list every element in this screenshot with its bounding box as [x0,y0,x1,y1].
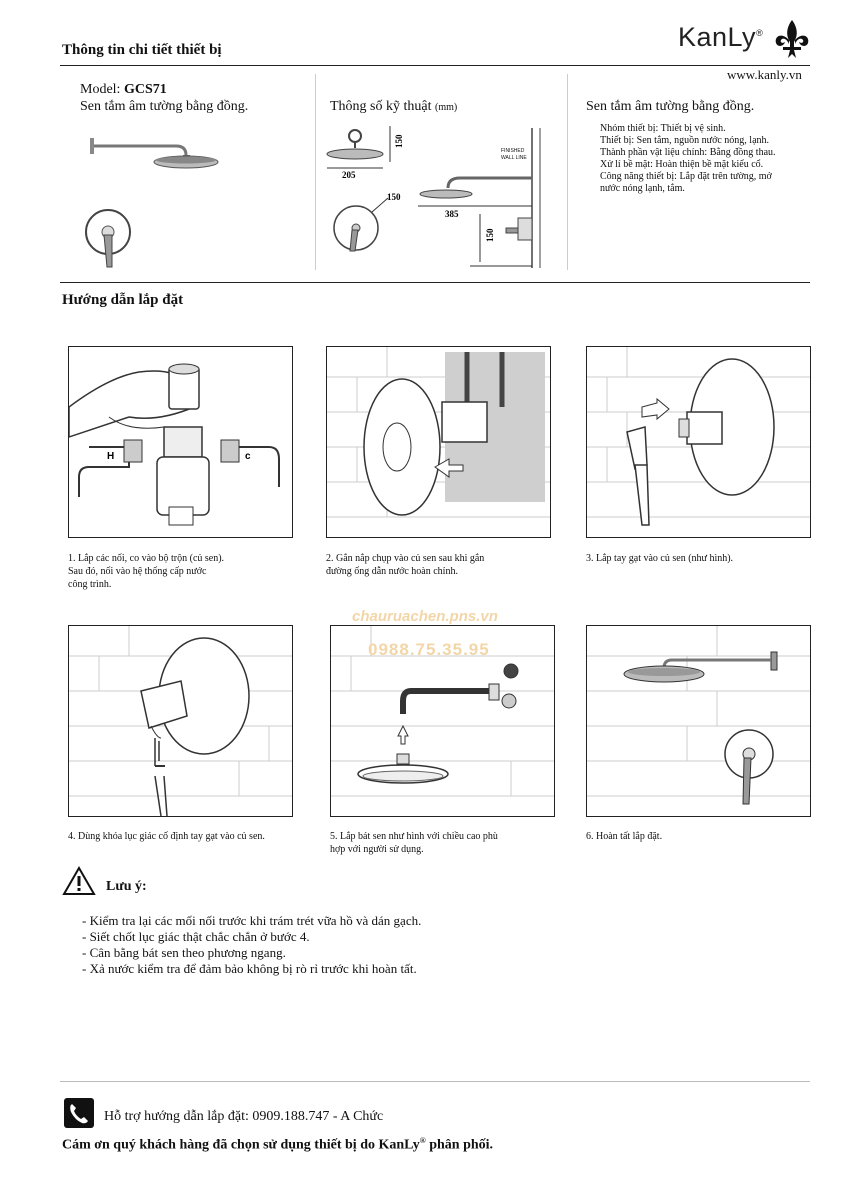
step-4-panel [68,625,293,817]
wall-line-label: FINISHED WALL LINE [501,148,527,161]
step-6-panel [586,625,811,817]
details-list: Nhóm thiết bị: Thiết bị vệ sinh. Thiết bị: Sen tắm, nguồn nước nóng, lạnh. Thành phần vật liệu chính: Bằng đồng thau. Xử lí bề mặt: Hoàn thiện bề mặt kiểu cổ. Công năng thiết bị: Lắp đặt trên tường, mở nước nóng lạnh, tắm. [600,123,776,194]
list-item: - Cân bằng bát sen theo phương ngang. [82,945,286,960]
step-2-caption: 2. Gắn nắp chụp vào củ sen sau khi gắn đường ống dẫn nước hoàn chỉnh. [326,553,485,577]
specs-title: Thông số kỹ thuật (mm) [330,99,458,114]
dim-head-width: 205 [342,170,356,180]
cold-label: c [245,451,251,462]
page-title: Thông tin chi tiết thiết bị [62,42,222,58]
support-text: Hỗ trợ hướng dẫn lắp đặt: 0909.188.747 - A Chức [104,1109,384,1124]
dim-valve-height: 150 [485,228,495,242]
step-5-caption: 5. Lắp bát sen như hình với chiều cao phù hợp với người sử dụng. [330,831,498,855]
step-3-caption: 3. Lắp tay gạt vào củ sen (như hình). [586,553,734,564]
phone-icon [64,1098,94,1128]
watermark-site: chauruachen.pns.vn [352,608,498,625]
dim-cover: 150 [387,192,401,202]
list-item: - Siết chốt lục giác thật chắc chắn ở bước 4. [82,929,310,944]
warning-icon [62,866,96,896]
notes-title: Lưu ý: [106,879,147,894]
section-divider [60,282,810,283]
list-item: - Kiểm tra lại các mối nối trước khi trám trét vữa hồ và dán gạch. [82,913,422,928]
step-6-caption: 6. Hoàn tất lắp đặt. [586,831,663,842]
dim-head-height: 150 [394,134,404,148]
model-line: Model: GCS71 [80,82,167,97]
step-3-panel [586,346,811,538]
step-2-illustration [327,347,550,537]
details-title: Sen tắm âm tường bằng đồng. [586,99,755,114]
list-item: - Xả nước kiểm tra để đảm bảo không bị rò rỉ trước khi hoàn tất. [82,961,417,976]
install-title: Hướng dẫn lắp đặt [62,292,184,308]
step-4-caption: 4. Dùng khóa lục giác cố định tay gạt vào củ sen. [68,831,265,842]
fleur-de-lis-icon [772,18,812,60]
brand-logo: KanLy® [678,22,764,52]
step-1-panel [68,346,293,538]
step-1-illustration [69,347,292,537]
product-illustration [80,125,240,275]
notes-list [82,913,421,977]
watermark-phone: 0988.75.35.95 [368,640,490,659]
step-2-panel [326,346,551,538]
product-name: Sen tắm âm tường bằng đồng. [80,99,249,114]
thanks-text: Cám ơn quý khách hàng đã chọn sử dụng thiết bị do KanLy® phân phối. [62,1136,494,1153]
header-divider [60,65,810,66]
step-1-caption: 1. Lắp các nối, co vào bộ trộn (củ sen). Sau đó, nối vào hệ thống cấp nước công trình. [68,553,225,590]
footer-divider [60,1081,810,1082]
hot-label: H [107,451,115,462]
step-4-illustration [69,626,292,816]
technical-drawing [320,118,570,273]
step-3-illustration [587,347,810,537]
step-6-illustration [587,626,810,816]
dim-arm-length: 385 [445,209,459,219]
website: www.kanly.vn [727,67,802,82]
